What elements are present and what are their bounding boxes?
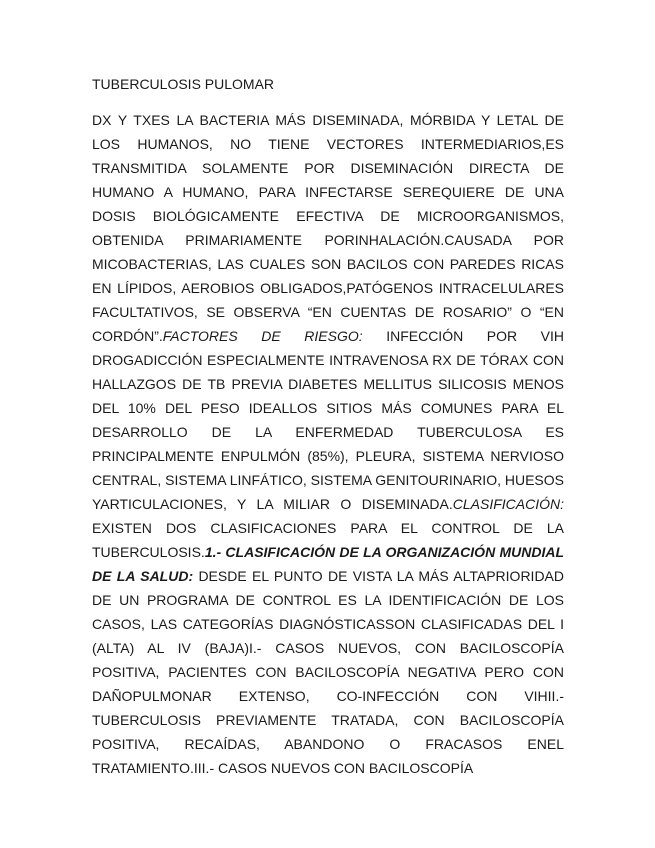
body-text-classification: EXISTEN DOS CLASIFICACIONES PARA EL CONTROL DE LA TUBERCULOSIS. <box>92 520 564 560</box>
document-title: TUBERCULOSIS PULOMAR <box>92 76 275 92</box>
heading-risk-factors: FACTORES DE RIESGO: <box>162 328 363 344</box>
body-text-risk-factors: INFECCIÓN POR VIH DROGADICCIÓN ESPECIALMENTE INTRAVENOSA RX DE TÓRAX CON HALLAZGOS DE TB PREVIA DIABETES MELLITUS SILICOSIS MENOS DEL 10% DEL PESO IDEALLOS SITIOS MÁS COMUNES PARA EL DESARROLLO DE LA ENFERMEDAD TUBERCULOSA ES PRINCIPALMENTE ENPULMÓN (85%), PLEURA, SISTEMA NERVIOSO CENTRAL, SISTEMA LINFÁTICO, SISTEMA GENITOURINARIO, HUESOS YARTICULACIONES, Y LA MILIAR O DISEMINADA. <box>92 328 564 512</box>
heading-classification: CLASIFICACIÓN: <box>452 496 564 512</box>
body-text-intro: DX Y TXES LA BACTERIA MÁS DISEMINADA, MÓRBIDA Y LETAL DE LOS HUMANOS, NO TIENE VECTORES INTERMEDIARIOS,ES TRANSMITIDA SOLAMENTE POR DISEMINACIÓN DIRECTA DE HUMANO A HUMANO, PARA INFECTARSE SEREQUIERE DE UNA DOSIS BIOLÓGICAMENTE EFECTIVA DE MICROORGANISMOS, OBTENIDA PRIMARIAMENTE PORINHALACIÓN.CAUSADA POR MICOBACTERIAS, LAS CUALES SON BACILOS CON PAREDES RICAS EN LÍPIDOS, AEROBIOS OBLIGADOS,PATÓGENOS INTRACELULARES FACULTATIVOS, SE OBSERVA “EN CUENTAS DE ROSARIO” O “EN CORDÓN”. <box>92 112 564 344</box>
heading-who-classification: 1.- CLASIFICACIÓN DE LA ORGANIZACIÓN MUNDIAL DE LA SALUD: <box>92 544 564 584</box>
body-text-who-classification: DESDE EL PUNTO DE VISTA LA MÁS ALTAPRIORIDAD DE UN PROGRAMA DE CONTROL ES LA IDENTIFICACIÓN DE LOS CASOS, LAS CATEGORÍAS DIAGNÓSTICASSON CLASIFICADAS DEL I (ALTA) AL IV (BAJA)I.- CASOS NUEVOS, CON BACILOSCOPÍA POSITIVA, PACIENTES CON BACILOSCOPÍA NEGATIVA PERO CON DAÑOPULMONAR EXTENSO, CO-INFECCIÓN CON VIHII.- TUBERCULOSIS PREVIAMENTE TRATADA, CON BACILOSCOPÍA POSITIVA, RECAÍDAS, ABANDONO O FRACASOS ENEL TRATAMIENTO.III.- CASOS NUEVOS CON BACILOSCOPÍA <box>92 568 564 776</box>
document-body <box>92 108 564 780</box>
document-page <box>92 74 564 780</box>
